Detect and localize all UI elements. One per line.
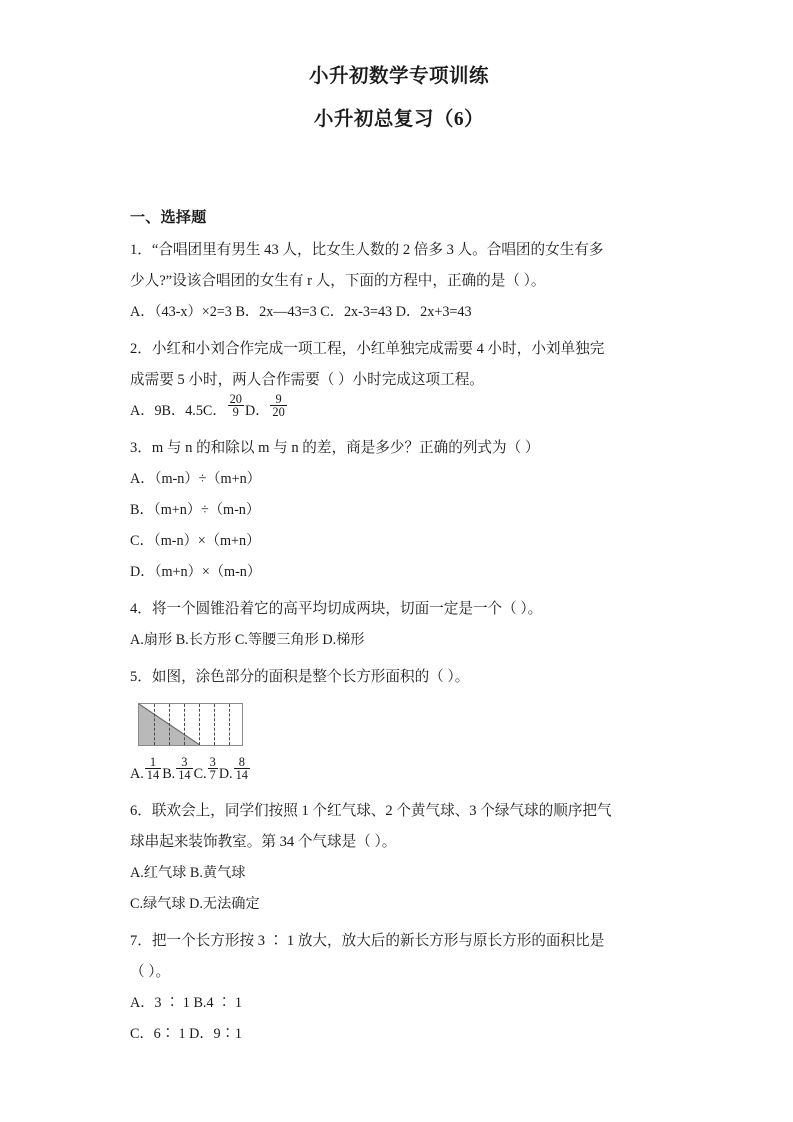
figure-divider-2 <box>169 704 170 745</box>
question-1-options[interactable]: A．（43-x）×2=3 B．2x—43=3 C．2x-3=43 D．2x+3=43 <box>130 304 472 320</box>
question-2-options[interactable] <box>130 391 668 427</box>
question-3-option-c[interactable] <box>130 526 668 557</box>
figure-column-dividers <box>139 704 242 745</box>
option-value-d-fraction[interactable]: $\frac{9}{20}$ <box>272 391 285 420</box>
option-label-c[interactable]: C. <box>193 766 207 782</box>
question-3-options <box>130 464 668 588</box>
question-3 <box>130 433 668 588</box>
option-label-d[interactable]: D. <box>218 766 233 782</box>
question-3-line-1: 3．m 与 n 的和除以 m 与 n 的差，商是多少？正确的列式为（ ） <box>130 440 540 456</box>
option-label: A． <box>130 471 155 487</box>
option-value-b-fraction[interactable]: $\frac{3}{14}$ <box>178 754 191 783</box>
option-value-b[interactable]: 4.5 <box>185 403 203 419</box>
question-5 <box>130 662 668 790</box>
question-6-line-2: 球串起来装饰教室。第 34 个气球是（ ）。 <box>130 834 397 850</box>
option-value: （m+n）÷（m-n） <box>153 502 261 518</box>
question-6-options-row-2[interactable]: C.绿气球 D.无法确定 <box>130 896 260 912</box>
question-4-options[interactable]: A.扇形 B.长方形 C.等腰三角形 D.梯形 <box>130 632 365 648</box>
question-2 <box>130 334 668 427</box>
option-value-d-fraction[interactable]: $\frac{8}{14}$ <box>235 754 248 783</box>
question-3-option-b[interactable] <box>130 495 668 526</box>
question-7-line-2: （ ）。 <box>130 964 171 980</box>
option-label: C． <box>130 533 154 549</box>
figure-divider-4 <box>199 704 200 745</box>
question-2-line-2: 成需要 5 小时，两人合作需要（ ）小时完成这项工程。 <box>130 372 484 388</box>
option-value-a[interactable]: 9 <box>154 403 162 419</box>
option-value-c-fraction[interactable]: $\frac{3}{7}$ <box>209 754 216 783</box>
figure-divider-1 <box>154 704 155 745</box>
option-label-a[interactable]: A． <box>130 403 155 419</box>
question-5-options[interactable] <box>130 754 668 790</box>
question-1-line-1: 1．“合唱团里有男生 43 人，比女生人数的 2 倍多 3 人。合唱团的女生有多 <box>130 242 604 258</box>
question-7-options-row-2[interactable]: C．6∶ 1 D．9∶1 <box>130 1026 242 1042</box>
page-title: 小升初数学专项训练 <box>308 66 489 87</box>
option-label-a[interactable]: A. <box>130 766 144 782</box>
question-6-options-row-1[interactable]: A.红气球 B.黄气球 <box>130 865 246 881</box>
option-label-d[interactable]: D． <box>244 403 270 419</box>
question-6-line-1: 6．联欢会上，同学们按照 1 个红气球、2 个黄气球、3 个绿气球的顺序把气 <box>130 803 612 819</box>
question-5-figure-wrap <box>138 703 668 759</box>
option-label: D． <box>130 564 155 580</box>
question-2-line-1: 2．小红和小刘合作完成一项工程，小红单独完成需要 4 小时，小刘单独完 <box>130 341 605 357</box>
figure-divider-6 <box>229 704 230 745</box>
question-3-option-d[interactable] <box>130 557 668 588</box>
question-3-option-a[interactable] <box>130 464 668 495</box>
option-label-c[interactable]: C． <box>202 403 227 419</box>
question-4 <box>130 594 668 656</box>
question-5-line-1: 5．如图，涂色部分的面积是整个长方形面积的（ ）。 <box>130 669 470 685</box>
section-heading-choice: 一、选择题 <box>130 210 207 226</box>
option-label: B． <box>130 502 154 518</box>
figure-divider-3 <box>184 704 185 745</box>
question-1 <box>130 235 668 328</box>
question-7-options-row-1[interactable]: A．3 ∶ 1 B.4 ∶ 1 <box>130 995 242 1011</box>
question-4-line-1: 4．将一个圆锥沿着它的高平均切成两块，切面一定是一个（ ）。 <box>130 601 543 617</box>
page-subtitle: 小升初总复习（6） <box>313 109 485 130</box>
question-6 <box>130 796 668 920</box>
question-7 <box>130 926 668 1050</box>
figure-divider-5 <box>214 704 215 745</box>
option-value-a-fraction[interactable]: $\frac{1}{14}$ <box>146 754 160 783</box>
option-label-b[interactable]: B． <box>161 403 186 419</box>
question-1-line-2: 少人?”设该合唱团的女生有 r 人，下面的方程中，正确的是（ ）。 <box>130 273 546 289</box>
option-value-c-fraction[interactable]: $\frac{20}{9}$ <box>229 391 242 420</box>
question-7-line-1: 7．把一个长方形按 3 ∶ 1 放大，放大后的新长方形与原长方形的面积比是 <box>130 933 605 949</box>
option-value: （m-n）×（m+n） <box>153 533 261 549</box>
option-value: （m+n）×（m-n） <box>154 564 262 580</box>
shaded-rectangle-figure <box>138 703 243 746</box>
option-value: （m-n）÷（m+n） <box>154 471 261 487</box>
option-label-b[interactable]: B. <box>162 766 176 782</box>
